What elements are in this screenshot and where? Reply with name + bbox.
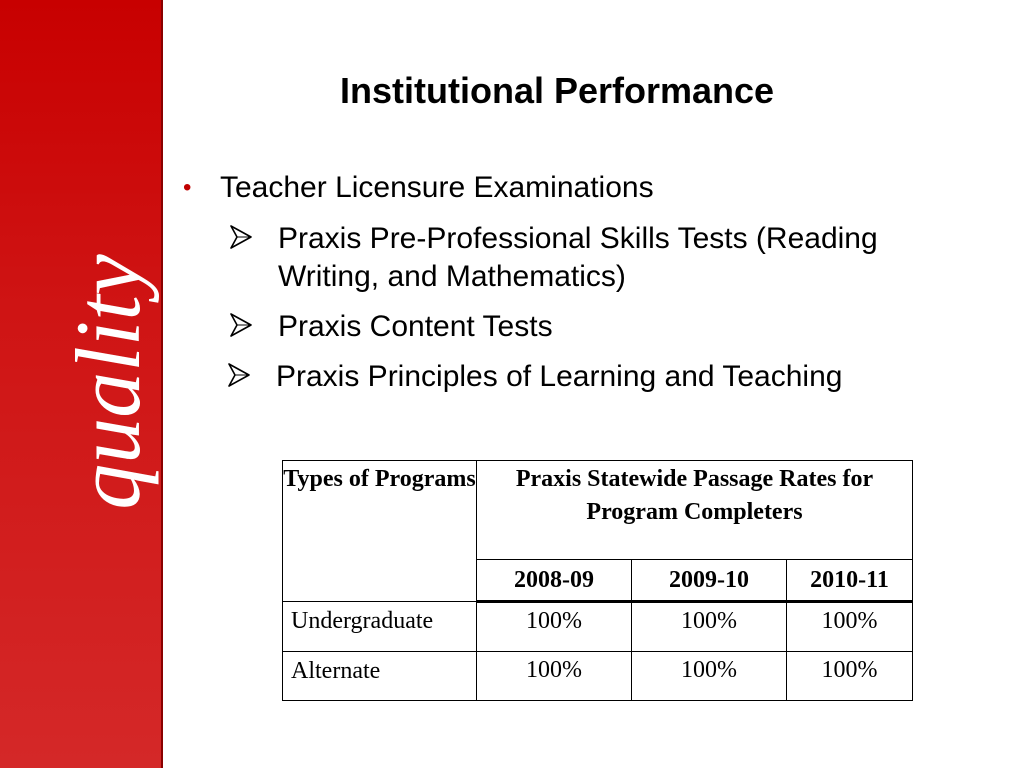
rates-header-cell: Praxis Statewide Passage Rates for Program Completers [477, 461, 913, 560]
table-row [283, 602, 913, 652]
bullet-text: Teacher Licensure Examinations [220, 171, 654, 204]
rate-cell: 100% [632, 602, 787, 652]
program-label-cell: Alternate [283, 652, 477, 701]
bullet-dot-icon: • [183, 174, 192, 201]
passage-rates-table [282, 460, 913, 701]
slide-title: Institutional Performance [340, 70, 775, 111]
year-header-cell: 2010-11 [787, 560, 913, 602]
sidebar-word: quality [57, 254, 159, 510]
arrowhead-icon [230, 312, 252, 338]
table-row [283, 652, 913, 701]
rate-cell: 100% [632, 652, 787, 701]
rate-cell: 100% [787, 652, 913, 701]
arrowhead-icon [230, 224, 252, 250]
table-header-row [283, 461, 913, 560]
rate-cell: 100% [477, 652, 632, 701]
sub-bullet-item [180, 308, 980, 346]
program-label-cell: Undergraduate [283, 602, 477, 652]
sub-bullet-item [180, 220, 980, 296]
bullet-item [180, 170, 980, 206]
rate-cell: 100% [477, 602, 632, 652]
types-header-cell: Types of Programs [283, 461, 477, 602]
arrowhead-icon [228, 362, 250, 388]
bullet-list [180, 170, 980, 396]
year-header-cell: 2008-09 [477, 560, 632, 602]
sidebar-banner [0, 0, 163, 768]
sub-bullet-text: Praxis Pre-Professional Skills Tests (Reading Writing, and Mathematics) [278, 222, 878, 293]
year-header-cell: 2009-10 [632, 560, 787, 602]
rate-cell: 100% [787, 602, 913, 652]
sub-bullet-text: Praxis Principles of Learning and Teaching [276, 360, 843, 393]
sub-bullet-item [180, 358, 980, 396]
sub-bullet-text: Praxis Content Tests [278, 310, 553, 343]
